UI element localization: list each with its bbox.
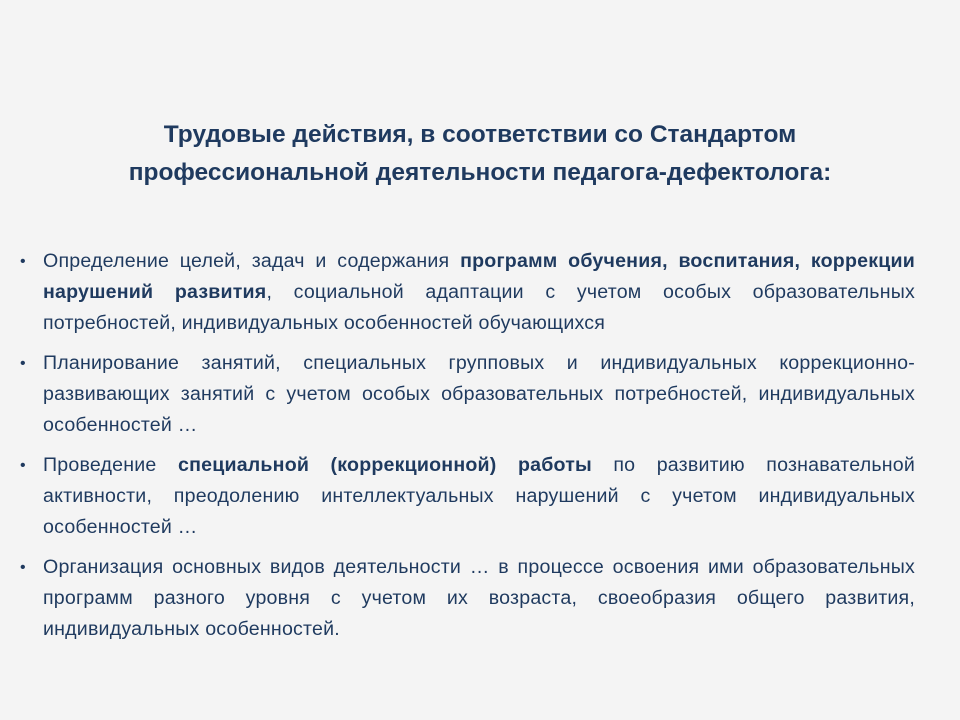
bullet-list	[20, 246, 915, 654]
list-item-1	[20, 246, 915, 339]
list-item-3	[20, 450, 915, 543]
title-line-1: Трудовые действия, в соответствии со Стандартом	[163, 121, 797, 148]
item-1-bold: программ обучения, воспитания, коррекции нарушений развития	[43, 250, 915, 303]
item-4-text: Организация основных видов деятельности … в процессе освоения ими образовательных программ разного уровня с учетом их возраста, своеобразия общего развития, индивидуальных особенностей.	[43, 556, 915, 640]
item-1-text-1: Определение целей, задач и содержания	[43, 250, 461, 272]
bullet-icon: •	[20, 559, 26, 576]
bullet-icon: •	[20, 457, 26, 474]
item-2-text: Планирование занятий, специальных групповых и индивидуальных коррекционно-развивающих занятий с учетом особых образовательных потребностей, индивидуальных особенностей …	[43, 352, 915, 436]
slide-title	[60, 116, 900, 192]
bullet-icon: •	[20, 253, 26, 270]
title-line-2: профессиональной деятельности педагога-дефектолога:	[128, 159, 832, 186]
item-3-text-2: по развитию познавательной активности, преодолению интеллектуальных нарушений с учетом индивидуальных особенностей …	[43, 454, 916, 538]
item-3-bold: специальной (коррекционной) работы	[177, 454, 592, 476]
list-item-4	[20, 552, 915, 645]
list-item-2	[20, 348, 915, 441]
item-3-text-1: Проведение	[43, 454, 178, 476]
bullet-icon: •	[20, 355, 26, 372]
item-1-text-2: , социальной адаптации с учетом особых образовательных потребностей, индивидуальных особенностей обучающихся	[43, 281, 915, 334]
